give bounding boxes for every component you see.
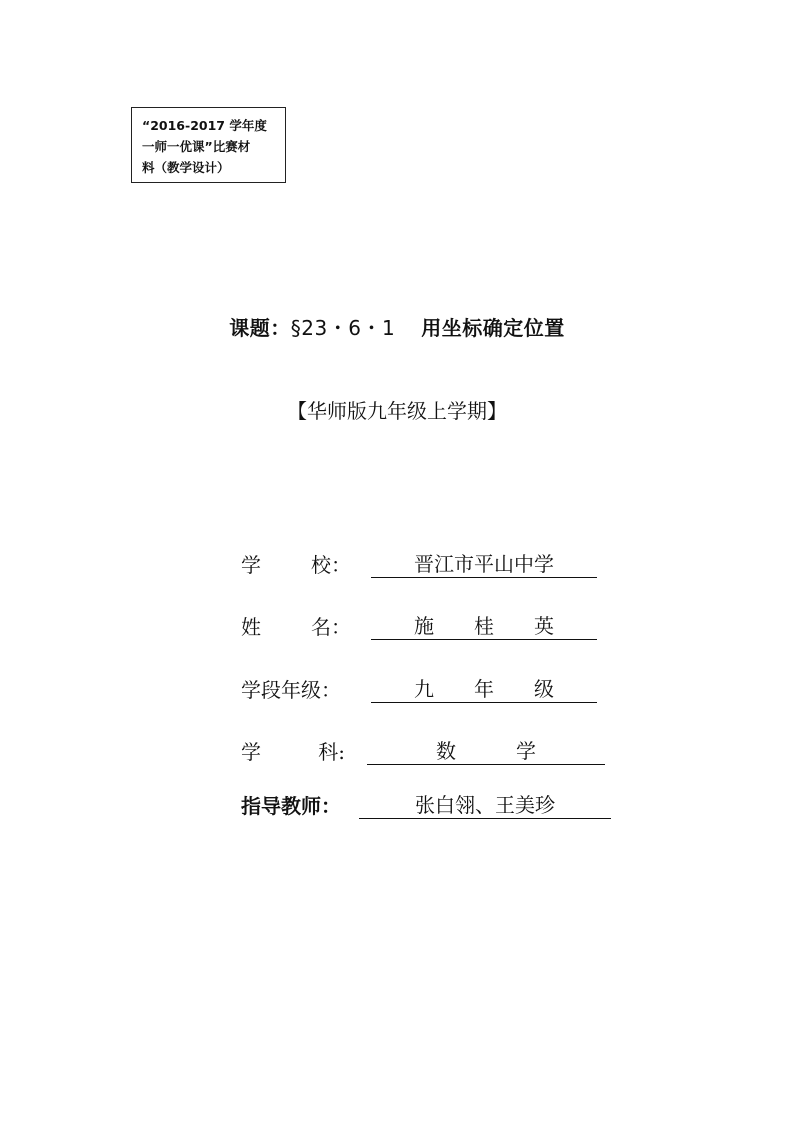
lesson-title-prefix: 课题： bbox=[229, 316, 291, 340]
grade-value: 九 年 级 bbox=[371, 677, 597, 703]
lesson-section-number: §23・6・1 bbox=[290, 316, 396, 340]
subject-field bbox=[241, 735, 605, 765]
name-label: 姓 名： bbox=[241, 615, 351, 639]
name-field bbox=[241, 610, 597, 640]
advisor-label: 指导教师： bbox=[241, 794, 341, 818]
school-field bbox=[241, 548, 597, 578]
contest-info-box bbox=[131, 107, 286, 183]
textbook-edition: 【华师版九年级上学期】 bbox=[287, 399, 507, 423]
lesson-title bbox=[0, 312, 794, 341]
advisor-field bbox=[241, 789, 611, 819]
contest-info-line-3: 料（教学设计） bbox=[142, 160, 230, 175]
school-value: 晋江市平山中学 bbox=[371, 552, 597, 578]
name-value: 施 桂 英 bbox=[371, 614, 597, 640]
subject-label: 学 科: bbox=[241, 740, 345, 764]
contest-info-line-1: “2016-2017 学年度 bbox=[142, 118, 267, 133]
grade-field bbox=[241, 673, 597, 703]
advisor-value: 张白翎、王美珍 bbox=[359, 793, 611, 819]
subject-value: 数 学 bbox=[367, 739, 605, 765]
school-label: 学 校： bbox=[241, 553, 351, 577]
grade-label: 学段年级： bbox=[241, 678, 341, 702]
contest-info-line-2: 一师一优课”比赛材 bbox=[142, 139, 251, 154]
lesson-topic: 用坐标确定位置 bbox=[421, 316, 565, 340]
